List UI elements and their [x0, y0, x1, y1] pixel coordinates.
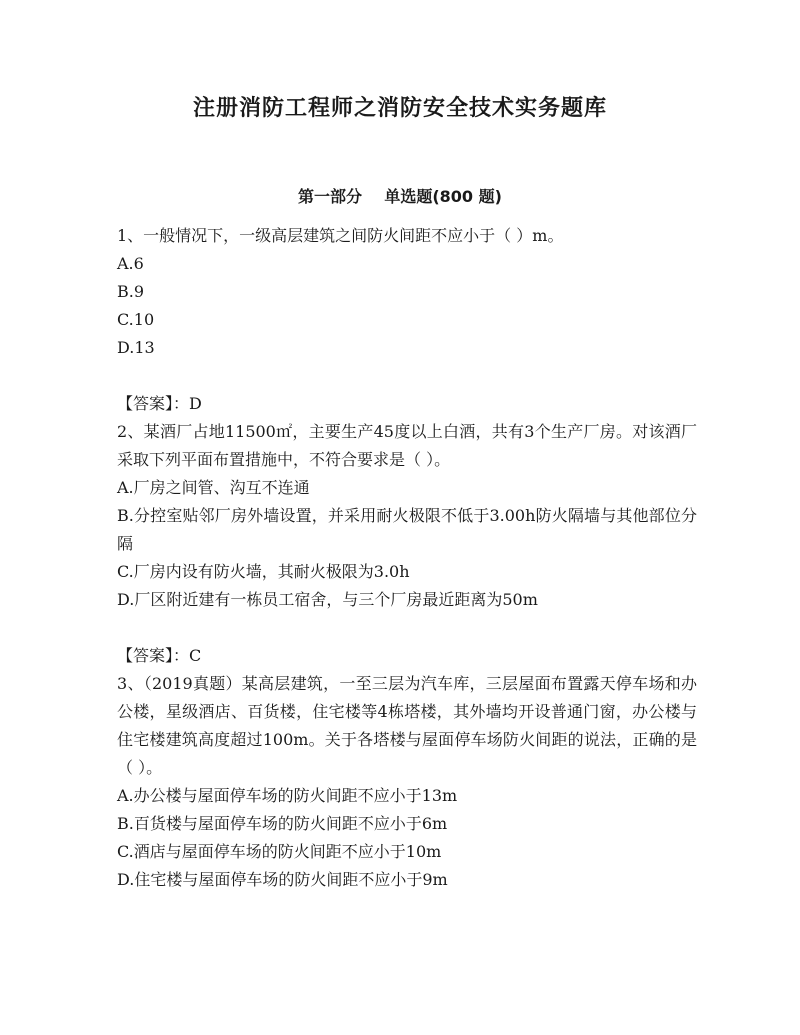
option-a: A.6 — [117, 254, 144, 273]
option-a: A.办公楼与屋面停车场的防火间距不应小于13m — [117, 786, 458, 805]
option-c: C.10 — [117, 310, 155, 329]
option-d: D.厂区附近建有一栋员工宿舍，与三个厂房最近距离为50m — [117, 590, 538, 609]
option-b: B.分控室贴邻厂房外墙设置，并采用耐火极限不低于3.00h防火隔墙与其他部位分隔 — [117, 506, 697, 553]
spacer — [117, 614, 697, 642]
question-stem: 1、一般情况下，一级高层建筑之间防火间距不应小于（ ）m。 — [117, 226, 564, 245]
question-stem: 3、（2019真题）某高层建筑，一至三层为汽车库，三层屋面布置露天停车场和办公楼，星级酒店、百货楼，住宅楼等4栋塔楼，其外墙均开设普通门窗，办公楼与住宅楼建筑高度超过100m。关于各塔楼与屋面停车场防火间距的说法，正确的是（ ）。 — [117, 674, 697, 777]
option-a: A.厂房之间管、沟互不连通 — [117, 478, 310, 497]
question-1 — [117, 222, 697, 418]
spacer — [117, 362, 697, 390]
question-3 — [117, 670, 697, 894]
option-c: C.厂房内设有防火墙，其耐火极限为3.0h — [117, 562, 410, 581]
section-heading: 第一部分 单选题(800 题) — [298, 187, 502, 206]
option-d: D.住宅楼与屋面停车场的防火间距不应小于9m — [117, 870, 448, 889]
option-b: B.百货楼与屋面停车场的防火间距不应小于6m — [117, 814, 448, 833]
option-c: C.酒店与屋面停车场的防火间距不应小于10m — [117, 842, 442, 861]
answer-label: 【答案】：D — [117, 394, 202, 413]
question-stem: 2、某酒厂占地11500㎡，主要生产45度以上白酒，共有3个生产厂房。对该酒厂采取下列平面布置措施中，不符合要求是（ ）。 — [117, 422, 697, 469]
answer-label: 【答案】：C — [117, 646, 202, 665]
document-title: 注册消防工程师之消防安全技术实务题库 — [192, 96, 607, 121]
option-b: B.9 — [117, 282, 145, 301]
question-2 — [117, 418, 697, 670]
option-d: D.13 — [117, 338, 155, 357]
question-list — [117, 222, 697, 894]
